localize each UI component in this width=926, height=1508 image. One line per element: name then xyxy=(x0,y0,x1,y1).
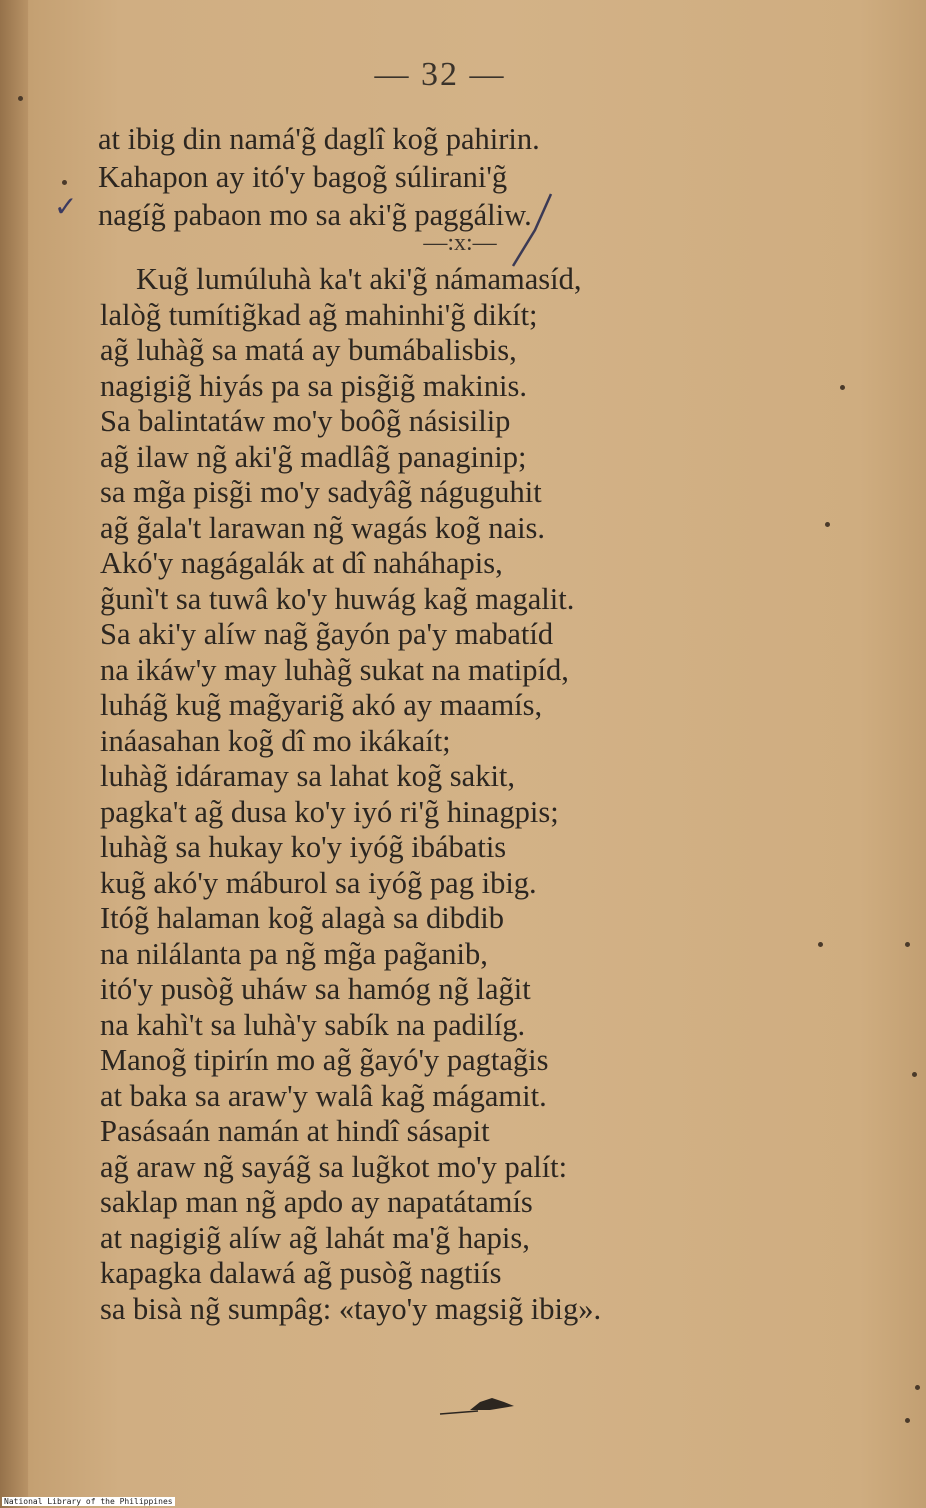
speck xyxy=(915,1385,920,1390)
poem-line: saklap man ng̃ apdo ay napatátamís xyxy=(100,1185,533,1219)
check-mark-icon: ✓ xyxy=(54,192,78,223)
speck xyxy=(818,942,823,947)
poem-line: at nagigig̃ alíw ag̃ lahát ma'g̃ hapis, xyxy=(100,1220,530,1255)
poem-line: luhàg̃ idáramay sa lahat kog̃ sakit, xyxy=(100,759,516,793)
poem-line: Sa balintatáw mo'y boôg̃ násisilip xyxy=(100,404,511,438)
poem-line: Itóg̃ halaman kog̃ alagà sa dibdib xyxy=(100,901,505,935)
credit-label: National Library of the Philippines xyxy=(4,1497,173,1506)
poem-line: sa mg̃a pisg̃i mo'y sadyâg̃ náguguhit xyxy=(100,475,542,509)
speck xyxy=(905,942,910,947)
poem-line: ag̃ ilaw ng̃ aki'g̃ madlâg̃ panaginip; xyxy=(100,439,527,474)
poem-line: itó'y pusòg̃ uháw sa hamóg ng̃ lag̃it xyxy=(100,972,531,1006)
tailpiece-ornament-icon xyxy=(380,1380,520,1420)
poem-line: Manog̃ tipirín mo ag̃ g̃ayó'y pagtag̃is xyxy=(100,1043,549,1077)
poem-line: Kug̃ lumúluhà ka't aki'g̃ námamasíd, xyxy=(136,262,582,296)
text-line: at ibig din namá'g̃ daglî kog̃ pahirin. xyxy=(98,122,540,156)
poem-line: na nilálanta pa ng̃ mg̃a pag̃anib, xyxy=(100,936,488,971)
poem-line: lalòg̃ tumítig̃kad ag̃ mahinhi'g̃ dikít; xyxy=(100,297,538,332)
poem-line: at baka sa araw'y walâ kag̃ mágamit. xyxy=(100,1078,547,1113)
speck xyxy=(905,1418,910,1423)
poem-line: ináasahan kog̃ dî mo ikákaít; xyxy=(100,723,451,758)
poem-body xyxy=(100,262,820,1327)
speck xyxy=(825,522,830,527)
poem-line: luhàg̃ sa hukay ko'y iyóg̃ ibábatis xyxy=(100,830,507,864)
poem-line: Pasásaán namán at hindî sásapit xyxy=(100,1114,490,1148)
poem-line: Akó'y nagágalák at dî naháhapis, xyxy=(100,546,503,580)
speck xyxy=(62,180,67,185)
poem-line: ag̃ araw ng̃ sayág̃ sa lug̃kot mo'y palít: xyxy=(100,1149,568,1184)
page-number: — 32 — xyxy=(374,56,506,93)
text-line: Kahapon ay itó'y bagog̃ súlirani'g̃ xyxy=(98,160,508,194)
poem-line: g̃unì't sa tuwâ ko'y huwág kag̃ magalit. xyxy=(100,581,575,616)
poem-line: ag̃ g̃ala't larawan ng̃ wagás kog̃ nais. xyxy=(100,510,546,545)
speck xyxy=(912,1072,917,1077)
poem-line: na kahì't sa luhà'y sabík na padilíg. xyxy=(100,1007,526,1042)
poem-line: luhág̃ kug̃ mag̃yarig̃ akó ay maamís, xyxy=(100,688,543,722)
poem-line: pagka't ag̃ dusa ko'y iyó ri'g̃ hinagpis; xyxy=(100,794,559,829)
speck xyxy=(18,96,23,101)
pencil-mark-icon xyxy=(505,190,555,270)
text-line: nagíg̃ pabaon mo sa aki'g̃ paggáliw. xyxy=(98,198,532,232)
speck xyxy=(840,385,845,390)
poem-line: kapagka dalawá ag̃ pusòg̃ nagtiís xyxy=(100,1256,502,1290)
intro-stanza xyxy=(98,120,818,234)
page-edge xyxy=(0,0,28,1508)
poem-line: na ikáw'y may luhàg̃ sukat na matipíd, xyxy=(100,652,569,687)
poem-line: nagigig̃ hiyás pa sa pisg̃ig̃ makinis. xyxy=(100,368,527,403)
poem-line: Sa aki'y alíw nag̃ g̃ayón pa'y mabatíd xyxy=(100,617,554,651)
poem-line: sa bisà ng̃ sumpâg: «tayo'y magsig̃ ibig». xyxy=(100,1291,602,1326)
poem-line: kug̃ akó'y máburol sa iyóg̃ pag ibig. xyxy=(100,865,537,900)
section-separator: —:x:— xyxy=(423,230,497,256)
poem-line: ag̃ luhàg̃ sa matá ay bumábalisbis, xyxy=(100,333,517,367)
